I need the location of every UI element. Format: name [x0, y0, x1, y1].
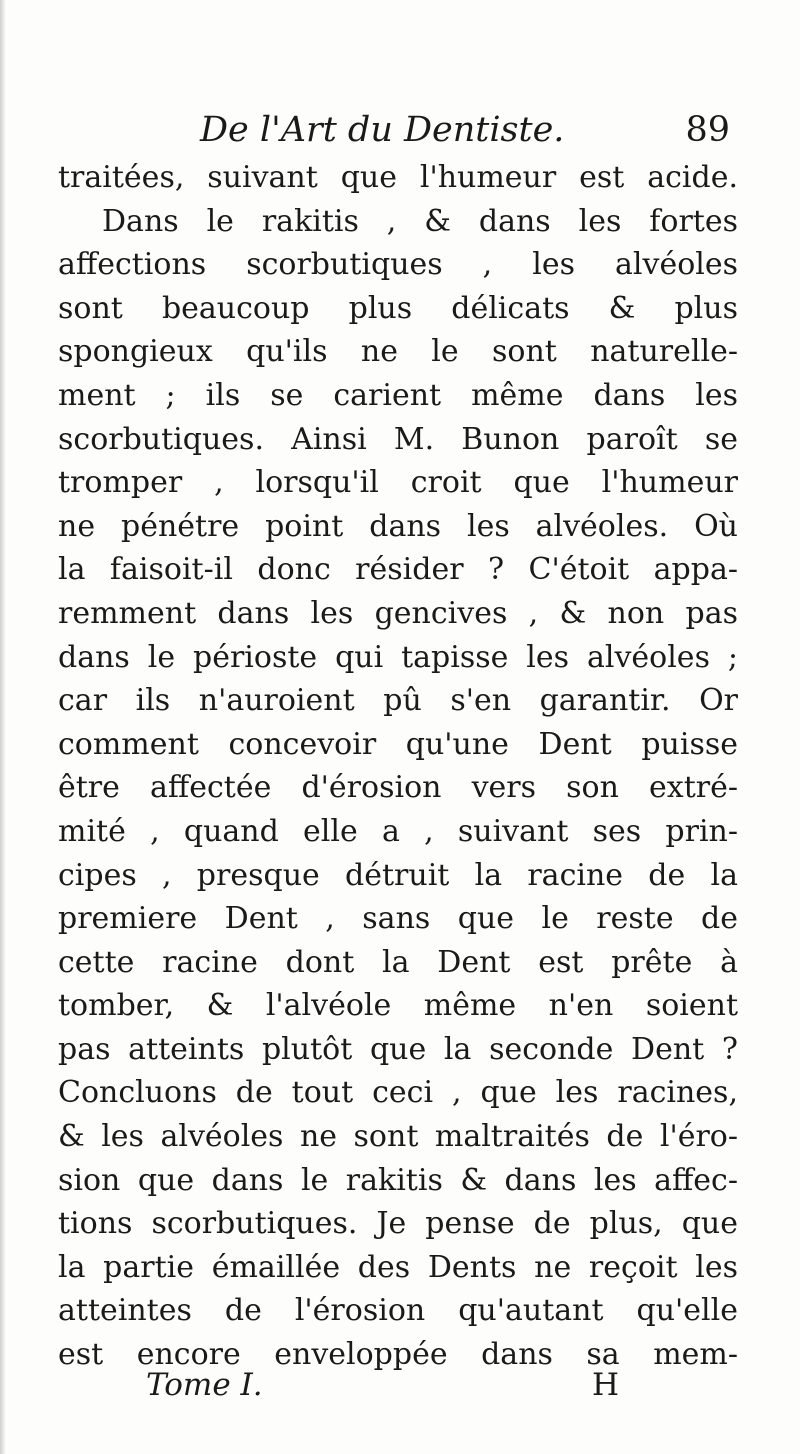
text-line: car ils n'auroient pû s'en garantir. Or	[58, 683, 738, 719]
text-line: comment concevoir qu'une Dent puisse	[58, 726, 738, 762]
text-line: cette racine dont la Dent est prête à	[58, 944, 738, 980]
text-line: ment ; ils se carient même dans les	[58, 377, 738, 413]
text-line: la faisoit-il donc résider ? C'étoit appa-	[58, 552, 738, 588]
text-line: Dans le rakitis , & dans les fortes	[102, 203, 738, 239]
text-line: ne pénétre point dans les alvéoles. Où	[58, 508, 738, 544]
text-line: sont beaucoup plus délicats & plus	[58, 290, 738, 326]
text-line: pas atteints plutôt que la seconde Dent ?	[58, 1031, 738, 1067]
running-title: De l'Art du Dentiste.	[200, 110, 565, 150]
text-line: spongieux qu'ils ne le sont naturelle-	[58, 334, 738, 370]
signature-mark: H	[592, 1367, 620, 1403]
text-line: tomber, & l'alvéole même n'en soient	[58, 988, 738, 1024]
text-line: la partie émaillée des Dents ne reçoit les	[58, 1249, 738, 1285]
text-line: traitées, suivant que l'humeur est acide.	[58, 160, 738, 195]
text-line: être affectée d'érosion vers son extré-	[58, 770, 738, 806]
text-line: mité , quand elle a , suivant ses prin-	[58, 813, 738, 849]
text-line: est encore enveloppée dans sa mem-	[58, 1337, 738, 1373]
page-footer	[146, 1364, 646, 1406]
text-line: dans le périoste qui tapisse les alvéoles ;	[58, 639, 738, 675]
text-line: sion que dans le rakitis & dans les affec-	[58, 1162, 738, 1198]
text-line: & les alvéoles ne sont maltraités de l'éro-	[58, 1119, 738, 1155]
running-head	[200, 108, 730, 152]
text-line: remment dans les gencives , & non pas	[58, 595, 738, 631]
volume-label: Tome I.	[146, 1367, 263, 1403]
text-line: Concluons de tout ceci , que les racines,	[58, 1075, 738, 1111]
page-edge-shadow	[0, 0, 6, 1454]
page-number: 89	[685, 110, 730, 150]
text-line: tromper , lorsqu'il croit que l'humeur	[58, 465, 738, 501]
body-text	[58, 156, 738, 1377]
text-line: atteintes de l'érosion qu'autant qu'elle	[58, 1293, 738, 1329]
text-line: scorbutiques. Ainsi M. Bunon paroît se	[58, 421, 738, 457]
text-line: cipes , presque détruit la racine de la	[58, 857, 738, 893]
text-line: tions scorbutiques. Je pense de plus, que	[58, 1206, 738, 1242]
text-line: affections scorbutiques , les alvéoles	[58, 247, 738, 283]
text-line: premiere Dent , sans que le reste de	[58, 901, 738, 937]
